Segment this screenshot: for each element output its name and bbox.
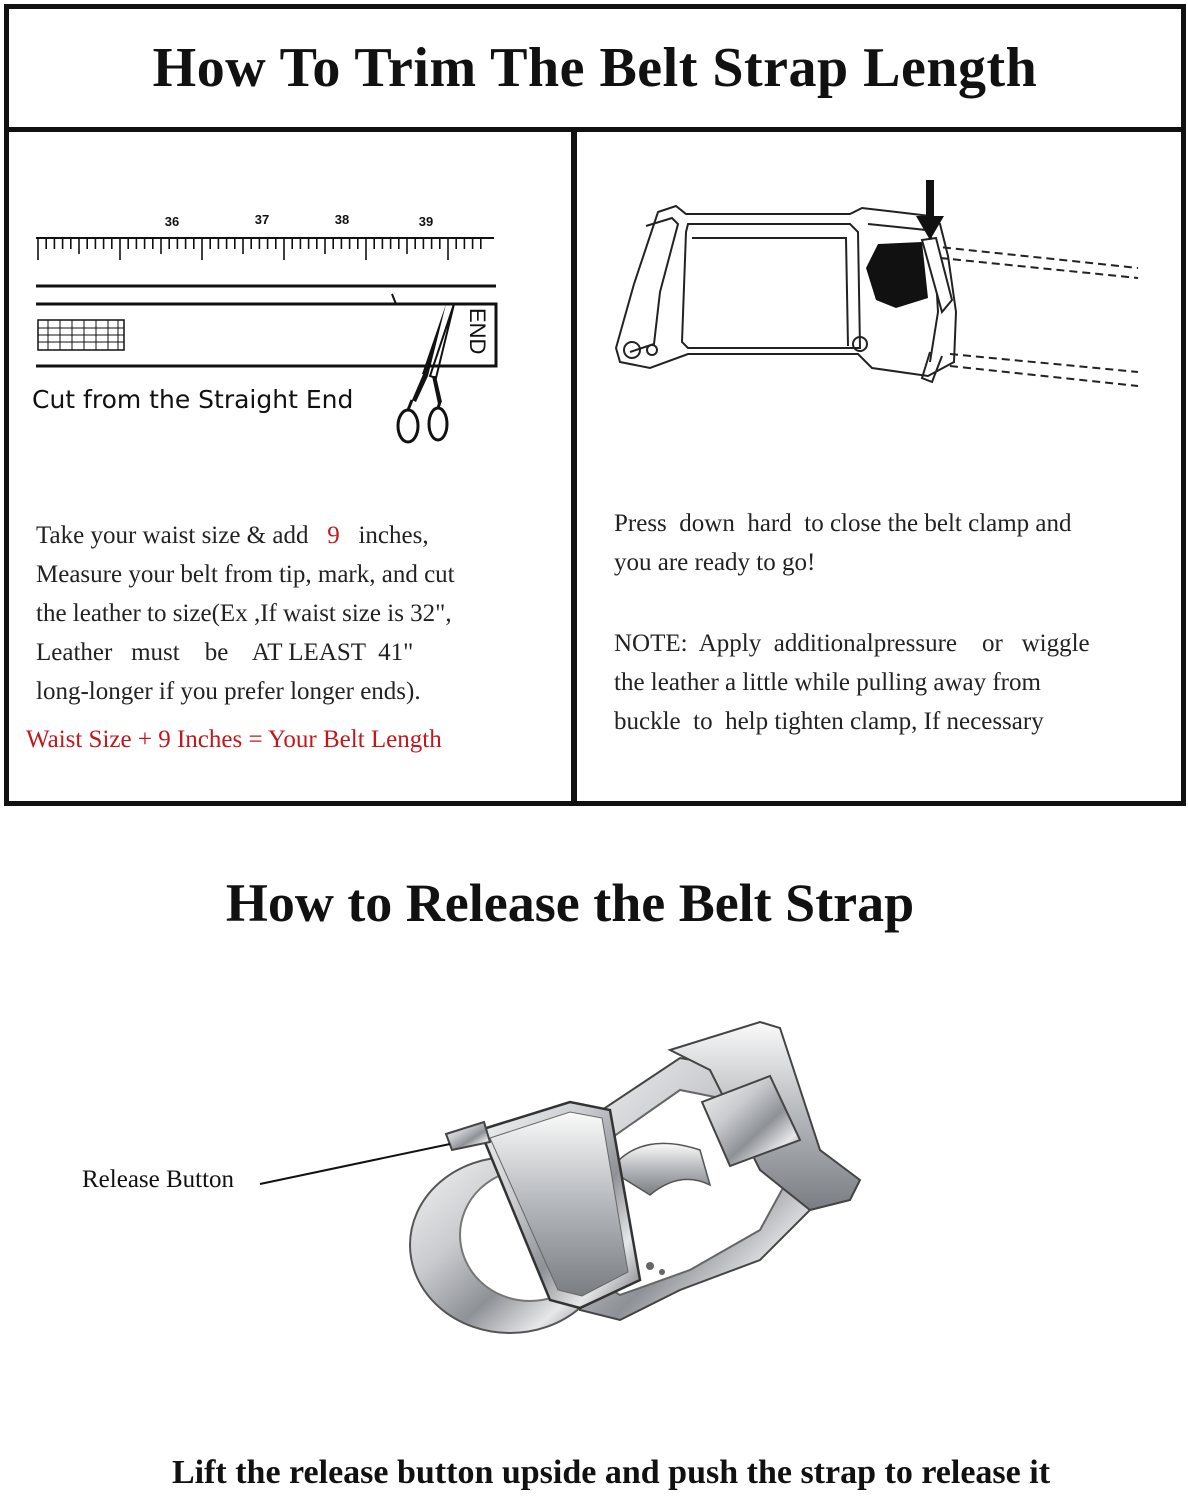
- left-line-3: the leather to size(Ex ,If waist size is 32",: [36, 600, 452, 627]
- ruler-tick-label-37: 37: [254, 212, 270, 227]
- belt-strap-diagram: [36, 286, 496, 366]
- strap-holes: [38, 320, 124, 350]
- note-line-3: buckle to help tighten clamp, If necessary: [614, 708, 1044, 735]
- left-line-2: Measure your belt from tip, mark, and cut: [36, 561, 455, 588]
- ruler-cut-illustration: [24, 200, 524, 450]
- column-divider: [571, 132, 577, 801]
- ruler-ticks: [38, 238, 481, 260]
- right-line-1: Press down hard to close the belt clamp and: [614, 510, 1072, 537]
- left-line-1: [36, 516, 536, 555]
- left-line-4: Leather must be AT LEAST 41": [36, 639, 414, 666]
- down-arrow-icon: [916, 180, 944, 240]
- belt-length-formula: Waist Size + 9 Inches = Your Belt Length: [26, 726, 442, 753]
- clamp-illustration: [610, 172, 1150, 402]
- release-button-label: Release Button: [82, 1166, 235, 1193]
- ruler-tick-label-39: 39: [418, 214, 434, 229]
- right-line-2: you are ready to go!: [614, 549, 816, 576]
- left-line-1-start: Take your waist size & add: [36, 522, 309, 549]
- scissors-icon: [398, 304, 454, 442]
- clamp-instructions: [614, 504, 1154, 582]
- ruler-tick-label-38: 38: [334, 212, 350, 227]
- release-button-leader-line: [258, 1130, 458, 1190]
- end-label: END: [465, 308, 490, 355]
- note-line-1: NOTE: Apply additionalpressure or wiggle: [614, 630, 1090, 657]
- ruler: [36, 212, 494, 260]
- left-line-1-end: inches,: [358, 522, 429, 549]
- cut-caption: Cut from the Straight End: [32, 385, 354, 414]
- trim-title: How To Trim The Belt Strap Length: [152, 37, 1038, 99]
- left-line-5: long-longer if you prefer longer ends).: [36, 678, 421, 705]
- release-caption: Lift the release button upside and push the strap to release it: [171, 1454, 1051, 1491]
- note-line-2: the leather a little while pulling away from: [614, 669, 1041, 696]
- waist-size-instructions: [36, 516, 536, 711]
- release-title: How to Release the Belt Strap: [225, 873, 915, 933]
- clamp-note: [614, 624, 1154, 741]
- ruler-tick-label-36: 36: [164, 214, 180, 229]
- add-inches-number: 9: [327, 522, 340, 549]
- trim-title-bar: [9, 9, 1181, 132]
